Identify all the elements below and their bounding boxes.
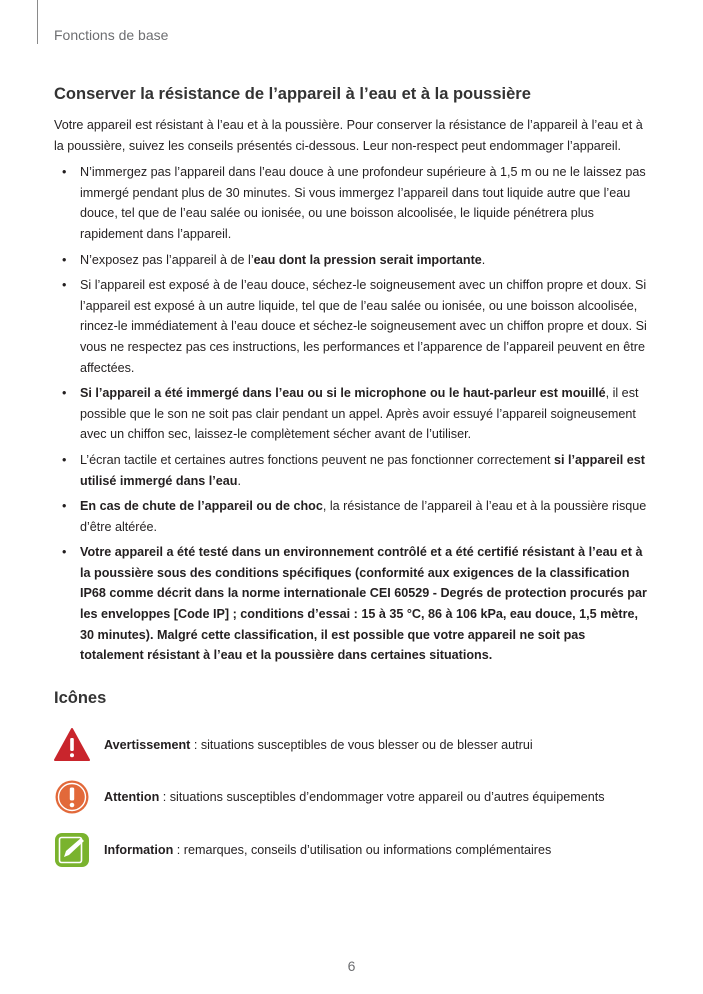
warning-icon [54,727,90,763]
list-item-emphasis: eau dont la pression serait importante [253,252,482,267]
info-label: Information [104,843,174,857]
list-item-text: N’immergez pas l’appareil dans l’eau douce à une profondeur supérieure à 1,5 m ou ne le laissez pas immergé pendant plus de 30 minutes. Si vous immergez l’appareil dans tout liquide autre que l’eau douce, tel que de l’eau salée ou ionisée, ou une boisson alcoolisée, le liquide pénétrera plus rapidement dans l’appareil. [80,165,646,241]
icon-legend-text [104,840,551,860]
list-item-text: , la résistance de l’appareil à l’eau et à la poussière risque d’être altérée. [80,499,647,534]
section-label: Fonctions de base [54,27,169,43]
icon-legend-text [104,787,605,807]
page-number: 6 [347,958,356,974]
icons-title: Icônes [54,689,107,707]
bullet-icon: • [62,452,67,467]
list-item-emphasis: si l’appareil est utilisé immergé dans l’eau [80,452,645,488]
icon-legend-text [104,735,533,755]
info-description: : remarques, conseils d’utilisation ou informations complémentaires [173,843,552,857]
list-item-emphasis: Votre appareil a été testé dans un environnement contrôlé et a été certifié résistant à l’eau et à la poussière sous des conditions spécifiques (conformité aux exigences de la classification IP68 comme décrit dans la norme internationale CEI 60529 - Degrés de protection procurés par les enveloppes [Code IP] ; conditions d’essai : 15 à 35 °C, 86 à 106 kPa, eau douce, 1,5 mètre, 30 minutes). Malgré cette classification, il est possible que votre appareil ne soit pas totalement résistant à l’eau et la poussière dans certaines situations. [80,545,647,663]
icon-legend-caution [54,779,654,815]
caution-icon [54,779,90,815]
list-item-text: , il est possible que le son ne soit pas clair pendant un appel. Après avoir essuyé l’appareil soigneusement avec un chiffon sec, laissez-le complètement sécher avant de l’utiliser. [80,386,639,442]
list-item [54,162,650,244]
list-item-emphasis: En cas de chute de l’appareil ou de choc [80,499,323,514]
warning-label: Avertissement [104,738,191,752]
list-item [54,383,650,445]
header-rule [37,0,38,44]
bullet-icon: • [62,165,67,180]
list-item-text: L’écran tactile et certaines autres fonctions peuvent ne pas fonctionner correctement [80,452,554,467]
list-item-emphasis: Si l’appareil a été immergé dans l’eau ou si le microphone ou le haut-parleur est mouillé [80,386,606,401]
intro-paragraph: Votre appareil est résistant à l’eau et à la poussière. Pour conserver la résistance de l’appareil à l’eau et à la poussière, suivez les conseils présentés ci-dessous. Leur non-respect peut endommager l’appareil. [54,118,643,153]
section-title: Conserver la résistance de l’appareil à l’eau et à la poussière [54,85,531,103]
caution-label: Attention [104,790,160,804]
advice-list [54,162,650,666]
icon-legend-warning [54,727,654,763]
bullet-icon: • [62,545,67,560]
list-item [54,275,650,378]
bullet-icon: • [62,386,67,401]
list-item [54,250,650,271]
section-content [54,115,650,671]
bullet-icon: • [62,278,67,293]
list-item-text: N’exposez pas l’appareil à de l’ [80,252,254,267]
caution-description: : situations susceptibles d’endommager votre appareil ou d’autres équipements [159,790,605,804]
list-item-text: . [481,252,486,267]
list-item [54,450,650,491]
warning-description: : situations susceptibles de vous blesser ou de blesser autrui [190,738,533,752]
bullet-icon: • [62,252,67,267]
icon-legend-info [54,832,654,868]
list-item-text: Si l’appareil est exposé à de l’eau douce, séchez-le soigneusement avec un chiffon propre et doux. Si l’appareil est exposé à un autre liquide, tel que de l’eau salée ou ionisée, ou une boisson alcoolisée, rincez-le immédiatement à l’eau douce et séchez-le soigneusement avec un chiffon propre et doux. Si vous ne respectez pas ces instructions, les performances et l’apparence de l’appareil peuvent en être affectées. [80,278,647,375]
info-note-icon [54,832,90,868]
list-item [54,496,650,537]
list-item-text: . [237,473,241,488]
bullet-icon: • [62,499,67,514]
list-item [54,542,650,666]
